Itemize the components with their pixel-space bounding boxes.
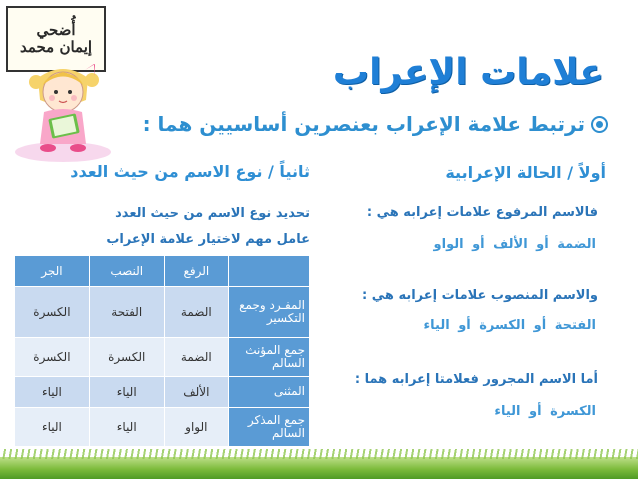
row-label-sound-feminine-plural: جمع المؤنث السالم: [229, 338, 310, 377]
nominative-answer: الضمة أو الألف أو الواو: [433, 237, 596, 252]
accusative-question: والاسم المنصوب علامات إعرابه هي :: [362, 288, 598, 303]
table-cell: الكسرة: [15, 287, 90, 338]
table-cell: الفتحة: [89, 287, 164, 338]
bullet-icon: [591, 116, 608, 133]
table-cell: الضمة: [164, 287, 228, 338]
table-header-row: [15, 256, 310, 287]
noun-number-line-2: عامل مهم لاختيار علامة الإعراب: [106, 232, 310, 247]
girl-reading-illustration: [8, 40, 118, 165]
table-cell: الياء: [15, 377, 90, 408]
table-cell: الكسرة: [15, 338, 90, 377]
column-header-genitive: الجر: [15, 256, 90, 287]
noun-number-line-1: تحديد نوع الاسم من حيث العدد: [115, 206, 310, 221]
column-header-accusative: النصب: [89, 256, 164, 287]
genitive-question: أما الاسم المجرور فعلامتا إعرابه هما :: [354, 372, 598, 387]
table-cell: الكسرة: [89, 338, 164, 377]
table-cell: الياء: [89, 377, 164, 408]
row-label-sound-masculine-plural: جمع المذكر السالم: [229, 408, 310, 447]
nominative-question: فالاسم المرفوع علامات إعرابه هي :: [366, 205, 598, 220]
page-title: علامات الإعراب: [332, 52, 604, 93]
table-row: [15, 377, 310, 408]
accusative-answer: الفتحة أو الكسرة أو الياء: [423, 318, 596, 333]
table-row: [15, 408, 310, 447]
table-row: [15, 287, 310, 338]
table-corner-cell: [229, 256, 310, 287]
table-cell: الواو: [164, 408, 228, 447]
table-row: [15, 338, 310, 377]
table-cell: الألف: [164, 377, 228, 408]
section-heading-grammatical-case: أولاً / الحالة الإعرابية: [445, 163, 606, 182]
table-cell: الضمة: [164, 338, 228, 377]
grass-decoration: [0, 457, 638, 479]
column-header-nominative: الرفع: [164, 256, 228, 287]
genitive-answer: الكسرة أو الياء: [494, 404, 596, 419]
row-label-singular: المفـرد وجمع التكسير: [229, 287, 310, 338]
section-heading-noun-number: ثانياً / نوع الاسم من حيث العدد: [70, 162, 310, 181]
table-cell: الياء: [15, 408, 90, 447]
logo-line-1: أُضحي: [36, 20, 76, 39]
intro-text: ترتبط علامة الإعراب بعنصرين أساسيين هما :: [142, 112, 585, 136]
table-cell: الياء: [89, 408, 164, 447]
logo-line-2: إيمان محمد: [19, 38, 93, 56]
row-label-dual: المثنى: [229, 377, 310, 408]
case-markers-table: [14, 255, 310, 447]
intro-line: [143, 112, 608, 136]
